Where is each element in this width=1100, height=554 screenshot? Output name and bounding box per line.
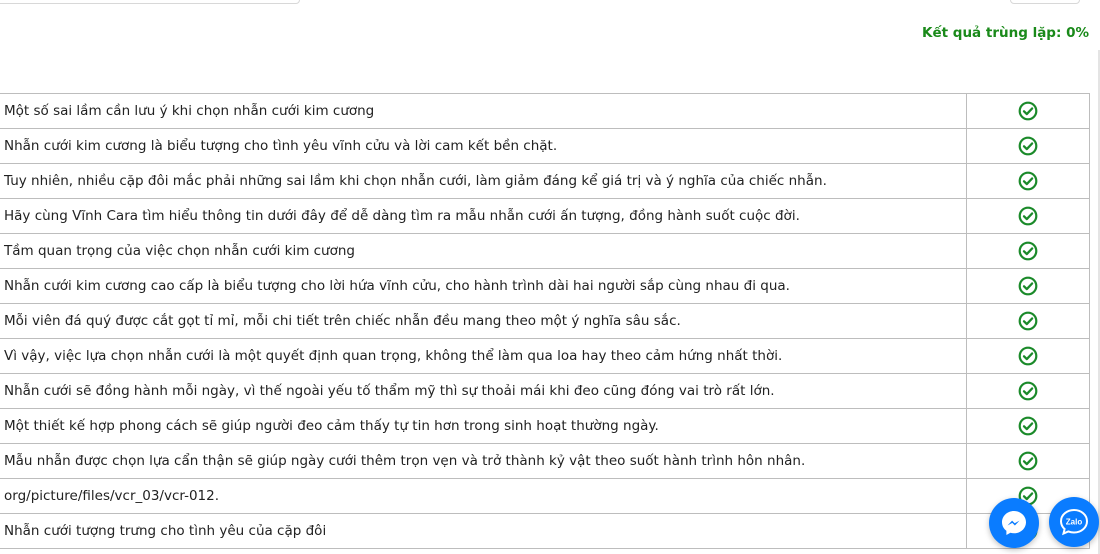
table-row [0,409,1089,444]
table-row [0,94,1089,129]
status-cell [966,444,1089,479]
table-row [0,374,1089,409]
sentence-cell: org/picture/files/vcr_03/vcr-012. [0,479,966,514]
duplicate-result-summary: Kết quả trùng lặp: 0% [922,25,1089,41]
status-cell [966,234,1089,269]
sentence-cell: Nhẫn cưới sẽ đồng hành mỗi ngày, vì thế ngoài yếu tố thẩm mỹ thì sự thoải mái khi đeo cũng đóng vai trò rất lớn. [0,374,966,409]
sentence-cell: Tuy nhiên, nhiều cặp đôi mắc phải những sai lầm khi chọn nhẫn cưới, làm giảm đáng kể giá trị và ý nghĩa của chiếc nhẫn. [0,164,966,199]
status-cell [966,269,1089,304]
sentence-cell: Một số sai lầm cần lưu ý khi chọn nhẫn cưới kim cương [0,94,966,129]
check-circle-icon [1018,206,1038,226]
table-row [0,269,1089,304]
check-circle-icon [1018,101,1038,121]
status-cell [966,164,1089,199]
check-circle-icon [1018,136,1038,156]
top-action-button[interactable] [1010,0,1080,4]
sentence-cell: Mẫu nhẫn được chọn lựa cẩn thận sẽ giúp ngày cưới thêm trọn vẹn và trở thành kỷ vật theo suốt hành trình hôn nhân. [0,444,966,479]
sentence-cell: Nhẫn cưới kim cương cao cấp là biểu tượng cho lời hứa vĩnh cửu, cho hành trình dài hai người sắp cùng nhau đi qua. [0,269,966,304]
sentence-cell: Vì vậy, việc lựa chọn nhẫn cưới là một quyết định quan trọng, không thể làm qua loa hay theo cảm hứng nhất thời. [0,339,966,374]
results-table [0,93,1090,549]
table-row [0,304,1089,339]
text-input-area[interactable] [0,0,300,4]
zalo-logo-text: Zalo [1065,517,1083,527]
table-row [0,199,1089,234]
messenger-chat-button[interactable] [989,498,1039,548]
sentence-cell: Mỗi viên đá quý được cắt gọt tỉ mỉ, mỗi chi tiết trên chiếc nhẫn đều mang theo một ý nghĩa sâu sắc. [0,304,966,339]
messenger-icon [999,508,1029,538]
check-circle-icon [1018,416,1038,436]
sentence-cell: Nhẫn cưới tượng trưng cho tình yêu của cặp đôi [0,514,966,549]
status-cell [966,129,1089,164]
sentence-cell: Tầm quan trọng của việc chọn nhẫn cưới kim cương [0,234,966,269]
table-row [0,129,1089,164]
check-circle-icon [1018,451,1038,471]
sentence-cell: Một thiết kế hợp phong cách sẽ giúp người đeo cảm thấy tự tin hơn trong sinh hoạt thường ngày. [0,409,966,444]
check-circle-icon [1018,171,1038,191]
table-row [0,234,1089,269]
sentence-cell: Nhẫn cưới kim cương là biểu tượng cho tình yêu vĩnh cửu và lời cam kết bền chặt. [0,129,966,164]
status-cell [966,199,1089,234]
status-cell [966,94,1089,129]
table-row [0,514,1089,549]
table-row [0,444,1089,479]
status-cell [966,304,1089,339]
table-row [0,479,1089,514]
table-row [0,164,1089,199]
status-cell [966,409,1089,444]
status-cell [966,339,1089,374]
zalo-icon [1058,507,1090,537]
check-circle-icon [1018,241,1038,261]
check-circle-icon [1018,276,1038,296]
sentence-cell: Hãy cùng Vĩnh Cara tìm hiểu thông tin dưới đây để dễ dàng tìm ra mẫu nhẫn cưới ấn tượng, đồng hành suốt cuộc đời. [0,199,966,234]
check-circle-icon [1018,381,1038,401]
check-circle-icon [1018,311,1038,331]
zalo-chat-button[interactable] [1049,497,1099,547]
check-circle-icon [1018,346,1038,366]
status-cell [966,374,1089,409]
table-row [0,339,1089,374]
